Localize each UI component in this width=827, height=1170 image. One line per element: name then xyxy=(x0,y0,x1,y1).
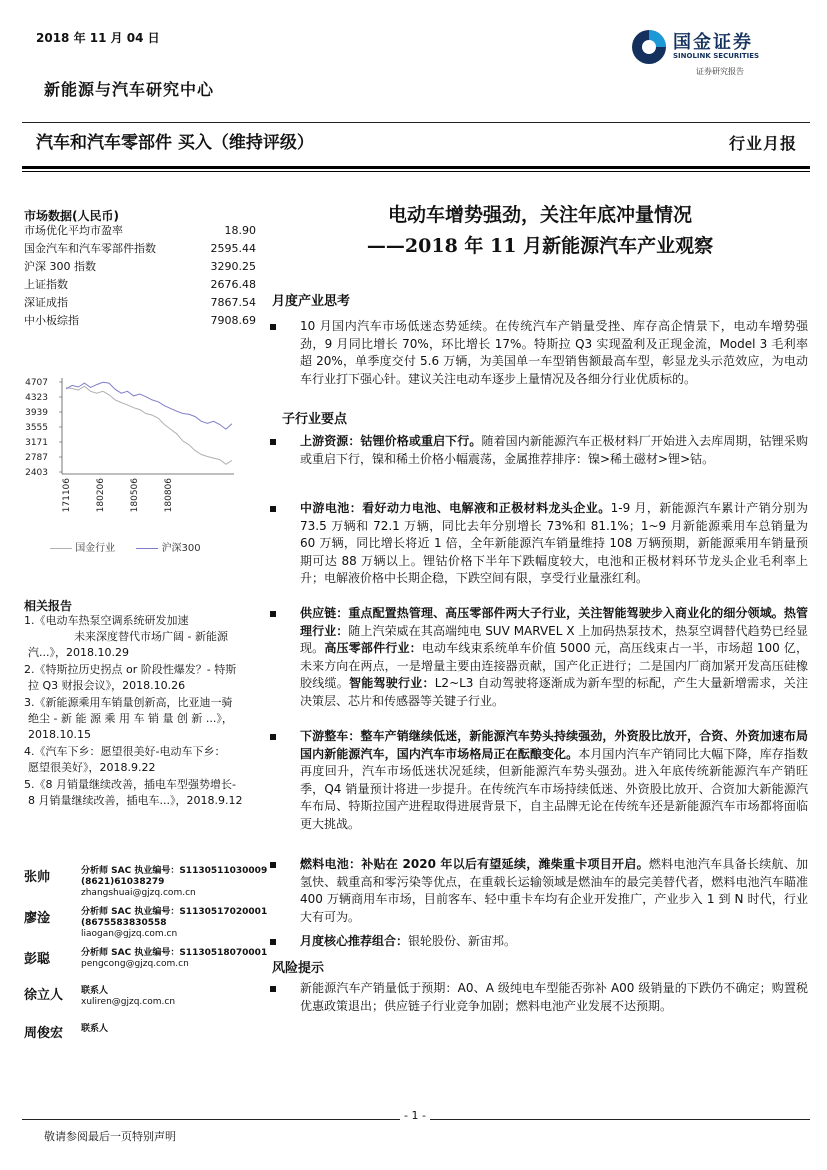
analyst-block xyxy=(24,907,274,947)
bullet-lead: 高压零部件行业： xyxy=(324,641,422,655)
company-logo xyxy=(630,24,800,84)
analyst-role: 联系人 xyxy=(81,986,109,996)
bullet-icon xyxy=(270,506,276,512)
legend-label-industry: 国金行业 xyxy=(75,543,116,554)
analyst-phone: (8621)61038279 xyxy=(81,877,165,887)
chart-y-tick-label: 3171 xyxy=(25,438,48,448)
list-item[interactable] xyxy=(24,662,274,694)
chart-y-tick-label: 2787 xyxy=(25,453,48,463)
bullet-supply-chain xyxy=(268,605,808,710)
bullet-fuel-cell xyxy=(268,856,808,926)
header-thick-divider xyxy=(22,166,810,169)
market-row xyxy=(24,294,256,312)
section-monthly: 月度产业思考 xyxy=(272,294,351,309)
bullet-icon xyxy=(270,439,276,445)
analyst-sac: 分析师 SAC 执业编号：S1130518070001 xyxy=(81,948,268,958)
list-item[interactable] xyxy=(24,777,274,809)
paragraph: 燃料电池汽车具备长续航、加氢快、载重高和零污染等优点，在重载长运输领域是燃油车的最完美替代者，燃料电池汽车瞄准 400 万辆商用车市场，目前客车、轻中重卡车均有企业开发推广，产业步入 1 到 N 时代，行业大有可为。 xyxy=(300,857,808,924)
analyst-sac: 分析师 SAC 执业编号：S1130511030009 xyxy=(81,866,268,876)
bullet-lead: 上游资源：钴锂价格或重启下行。 xyxy=(300,434,482,448)
chart-y-tick-label: 3555 xyxy=(25,423,48,433)
bullet-lead: 供应链：重点配置热管理、高压零部件两大子行业，关注智能驾驶步入商业化的细分领域。热管理行业： xyxy=(300,606,808,638)
paragraph: 本月国内汽车产销同比大幅下降，库存指数再度回升，汽车市场低迷状况延续，但新能源汽车势头强劲。进入年底传统新能源汽车产销旺季，Q4 销量预计将进一步提升。在传统汽车市场持续低迷、外资股比放开、合资加大新能源汽车布局、特斯拉国产进程取得进展背景下，自主品牌无论在传统车还是新能源汽车市场都将面临更大挑战。 xyxy=(300,746,808,831)
analyst-email[interactable]: xuliren@gjzq.com.cn xyxy=(81,997,176,1006)
market-data-table xyxy=(24,222,256,330)
analyst-email[interactable]: pengcong@gjzq.com.cn xyxy=(81,959,189,969)
related-line: 5.《8 月销量继续改善，插电车型强势增长- xyxy=(24,778,236,791)
industry-rating: 汽车和汽车零部件 买入（维持评级） xyxy=(36,133,314,153)
analyst-name: 周俊宏 xyxy=(24,1026,64,1041)
related-line: 汽...》，2018.10.29 xyxy=(28,646,129,659)
market-value: 7867.54 xyxy=(210,296,256,309)
bullet-icon xyxy=(270,734,276,740)
analyst-email[interactable]: liaogan@gjzq.com.cn xyxy=(81,929,178,939)
market-value: 18.90 xyxy=(224,224,256,237)
analyst-name: 张帅 xyxy=(24,870,51,885)
market-row xyxy=(24,240,256,258)
logo-mark-icon xyxy=(630,28,668,66)
logo-en: SINOLINK SECURITIES xyxy=(673,52,760,60)
section-risk: 风险提示 xyxy=(272,961,325,976)
chart-series-hs300 xyxy=(66,382,232,429)
title-line-2: ——2018 年 11 月新能源汽车产业观察 xyxy=(366,235,714,257)
bullet-lead: 智能驾驶行业： xyxy=(349,676,435,690)
related-reports-title: 相关报告 xyxy=(24,599,73,613)
market-row xyxy=(24,222,256,240)
bullet-icon xyxy=(270,986,276,992)
analyst-sac: 分析师 SAC 执业编号：S1130517020001 xyxy=(81,907,268,917)
market-row xyxy=(24,276,256,294)
bullet-icon xyxy=(270,611,276,617)
related-line: 1.《电动车热泵空调系统研发加速 xyxy=(24,614,189,627)
market-label: 中小板综指 xyxy=(24,314,79,327)
bullet-icon xyxy=(270,939,276,945)
bullet-lead: 月度核心推荐组合： xyxy=(300,934,409,948)
bullet-lead: 下游整车：整车产销继续低迷，新能源汽车势头持续强劲，外资股比放开，合资、外资加速布局国内新能源汽车，国内汽车市场格局正在酝酿变化。 xyxy=(300,729,808,761)
chart-x-tick-label: 171106 xyxy=(62,478,72,513)
index-comparison-chart xyxy=(22,370,242,550)
analyst-block xyxy=(24,866,274,906)
header-divider xyxy=(22,122,810,123)
footer-disclaimer: 敬请参阅最后一页特别声明 xyxy=(44,1130,176,1143)
analyst-name: 徐立人 xyxy=(24,988,64,1003)
paragraph: 随上汽荣威在其高端纯电 SUV MARVEL X 上加码热泵技术，热泵空调替代趋势已经显现。 xyxy=(300,623,808,655)
market-row xyxy=(24,312,256,330)
related-line: 绝尘 - 新 能 源 乘 用 车 销 量 创 新 ...》， xyxy=(28,712,233,725)
market-value: 2676.48 xyxy=(210,278,256,291)
related-line: 拉 Q3 财报会议》，2018.10.26 xyxy=(28,679,186,692)
bullet-icon xyxy=(270,324,276,330)
market-label: 上证指数 xyxy=(24,278,68,291)
legend-label-hs300: 沪深300 xyxy=(161,543,201,554)
related-line: 2.《特斯拉历史拐点 or 阶段性爆发？- 特斯 xyxy=(24,663,237,676)
bullet-lead: 中游电池：看好动力电池、电解液和正极材料龙头企业。 xyxy=(300,501,611,515)
logo-subtitle: 证券研究报告 xyxy=(696,67,744,76)
logo-cn: 国金证券 xyxy=(673,32,753,53)
related-line: 8 月销量继续改善，插电车...》，2018.9.12 xyxy=(28,794,243,807)
header-thin-divider xyxy=(22,171,810,172)
market-row xyxy=(24,258,256,276)
market-value: 3290.25 xyxy=(210,260,256,273)
analyst-email[interactable]: zhangshuai@gjzq.com.cn xyxy=(81,888,196,898)
related-line: 愿望很美好》，2018.9.22 xyxy=(28,761,156,774)
report-type: 行业月报 xyxy=(728,134,797,153)
paragraph: 电动车线束系统单车价值 5000 元，高压线束占一半，市场超 100 亿，未来方向在两点，一是增量主要由连接器贡献，国产化正进行；二是国内厂商加紧开发高压硅橡胶线缆。 xyxy=(300,641,808,690)
list-item[interactable] xyxy=(24,613,274,661)
bullet-recommendation xyxy=(268,933,808,951)
chart-y-tick-label: 4707 xyxy=(25,378,48,388)
analyst-block xyxy=(24,1022,274,1042)
chart-y-tick-label: 2403 xyxy=(25,468,48,478)
section-subindustry: 子行业要点 xyxy=(282,412,348,427)
chart-x-tick-label: 180206 xyxy=(96,478,106,513)
market-label: 沪深 300 指数 xyxy=(24,260,96,273)
chart-x-tick-label: 180506 xyxy=(130,478,140,513)
market-data-title: 市场数据(人民币) xyxy=(24,209,119,223)
paragraph: 随着国内新能源汽车正极材料厂开始进入去库周期，钴锂采购或重启下行，镍和稀土价格小幅震荡，金属推荐排序：镍>稀土磁材>锂>钴。 xyxy=(300,434,808,466)
bullet-monthly xyxy=(268,318,808,388)
analyst-block xyxy=(24,948,274,978)
paragraph: 银轮股份、新宙邦。 xyxy=(408,934,517,948)
chart-legend xyxy=(50,539,201,554)
bullet-midstream xyxy=(268,500,808,588)
bullet-downstream xyxy=(268,728,808,833)
chart-x-tick-label: 180806 xyxy=(164,478,174,513)
analyst-name: 彭聪 xyxy=(24,952,51,967)
paragraph: 新能源汽车产销量低于预期：A0、A 级纯电车型能否弥补 A00 级销量的下跌仍不确定；购置税优惠政策退出；供应链子行业竞争加剧；燃料电池产业发展不达预期。 xyxy=(300,981,808,1013)
paragraph: L2~L3 自动驾驶将逐渐成为新车型的标配，产生大量新增需求，关注决策层、芯片和传感器等关键子行业。 xyxy=(300,676,808,708)
research-center: 新能源与汽车研究中心 xyxy=(44,80,215,99)
market-value: 2595.44 xyxy=(210,242,256,255)
list-item[interactable] xyxy=(24,695,274,743)
analyst-phone: (8675583830558 xyxy=(81,918,167,928)
chart-y-tick-label: 3939 xyxy=(25,408,48,418)
market-label: 国金汽车和汽车零部件指数 xyxy=(24,242,156,255)
analyst-name: 廖淦 xyxy=(24,911,51,926)
market-label: 市场优化平均市盈率 xyxy=(24,224,123,237)
chart-y-tick-label: 4323 xyxy=(25,393,48,403)
related-line: 未来深度替代市场广阔 - 新能源 xyxy=(74,630,228,643)
legend-swatch-industry xyxy=(50,548,72,549)
report-date: 2018 年 11 月 04 日 xyxy=(36,31,160,45)
related-line: 2018.10.15 xyxy=(28,728,91,741)
related-reports-list xyxy=(24,613,274,810)
related-line: 3.《新能源乘用车销量创新高，比亚迪一骑 xyxy=(24,696,233,709)
legend-swatch-hs300 xyxy=(136,548,158,549)
paragraph: 10 月国内汽车市场低迷态势延续。在传统汽车产销量受挫、库存高企情景下，电动车增势强劲，9 月同比增长 70%，环比增长 17%。特斯拉 Q3 实现盈利及正现金流，Model 3 毛利率超 20%，单季度交付 5.6 万辆，为美国单一车型销售额最高车型，彰显龙头示范效应，为电动车行业打下强心针。建议关注电动车逐步上量情况及各细分行业优质标的。 xyxy=(300,319,808,386)
title-line-1: 电动车增势强劲，关注年底冲量情况 xyxy=(387,204,692,226)
list-item[interactable] xyxy=(24,744,274,776)
analyst-role: 联系人 xyxy=(81,1024,109,1034)
bullet-lead: 燃料电池：补贴在 2020 年以后有望延续，潍柴重卡项目开启。 xyxy=(300,857,649,871)
market-label: 深证成指 xyxy=(24,296,68,309)
page-number: - 1 - xyxy=(400,1109,430,1122)
bullet-risk xyxy=(268,980,808,1015)
analyst-block xyxy=(24,984,274,1006)
bullet-icon xyxy=(270,862,276,868)
market-value: 7908.69 xyxy=(210,314,256,327)
related-line: 4.《汽车下乡：愿望很美好-电动车下乡： xyxy=(24,745,226,758)
bullet-upstream xyxy=(268,433,808,468)
paragraph: 1-9 月，新能源汽车累计产销分别为 73.5 万辆和 72.1 万辆，同比去年分别增长 73%和 81.1%；1~9 月新能源乘用车总销量为 60 万辆，同比增长将近 1 倍，全年新能源汽车销量维持 108 万辆预期，新能源乘用车销量预期可达 88 万辆以上。锂钴价格下半年下跌幅度较大，电池和正极材料环节龙头企业毛利率上升；电解液价格中长期企稳，下跌空间有限，享受行业量涨红利。 xyxy=(300,501,808,585)
report-title xyxy=(270,200,810,262)
